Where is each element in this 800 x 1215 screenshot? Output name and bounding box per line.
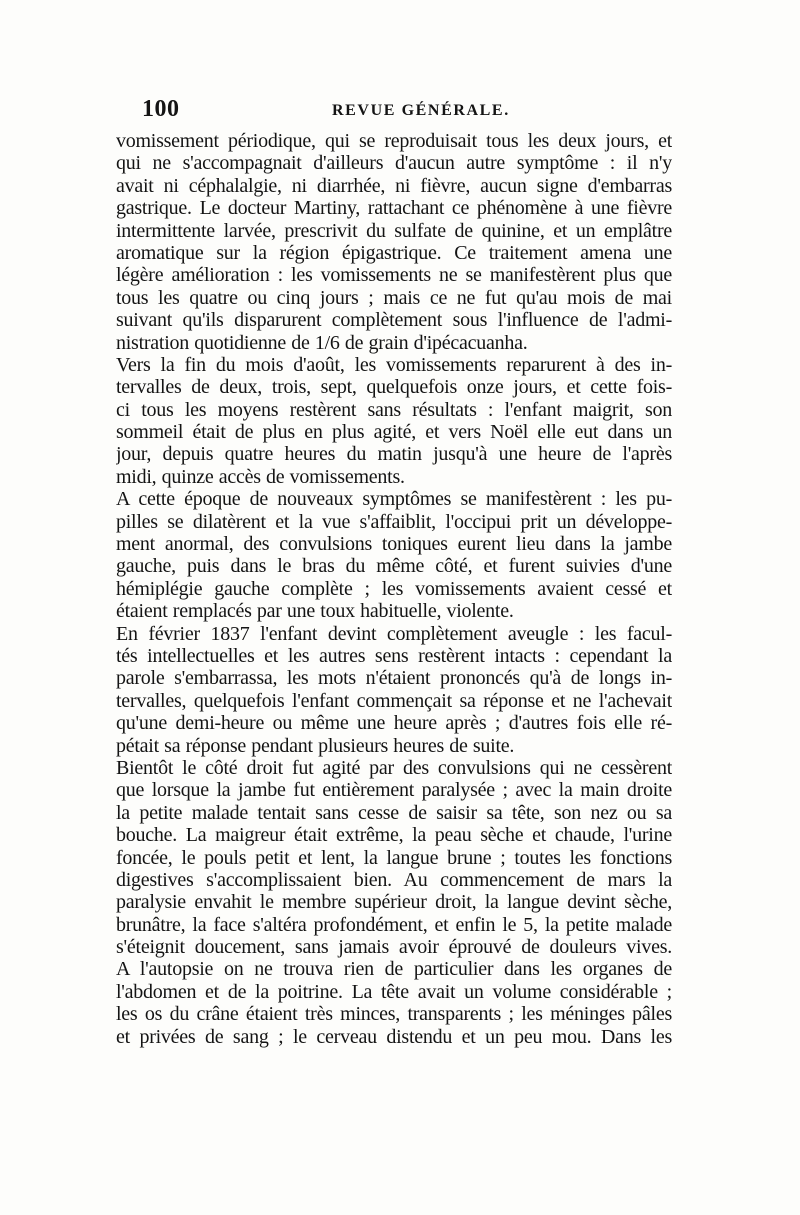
text-line: vomissement périodique, qui se reproduisait tous les deux jours, et [116,130,672,152]
text-line: intermittente larvée, prescrivit du sulfate de quinine, et un emplâtre [116,219,672,242]
text-line: pétait sa réponse pendant plusieurs heures de suite. [116,734,515,757]
text-line: midi, quinze accès de vomissements. [116,465,405,488]
text-line: légère amélioration : les vomissements ne se manifestèrent plus que [116,264,672,287]
text-line: nistration quotidienne de 1/6 de grain d'ipécacuanha. [116,331,528,354]
text-line: l'abdomen et de la poitrine. La tête avait un volume considérable ; [116,980,672,1003]
running-title: REVUE GÉNÉRALE. [332,102,510,119]
text-line: tervalles, quelquefois l'enfant commençait sa réponse et ne l'achevait [116,689,672,712]
text-line: sommeil était de plus en plus agité, et vers Noël elle eut dans un [116,421,672,444]
text-line: ment anormal, des convulsions toniques eurent lieu dans la jambe [116,533,672,556]
text-line: digestives s'accomplissaient bien. Au commencement de mars la [116,868,672,891]
text-line: la petite malade tentait sans cesse de saisir sa tête, son nez ou sa [116,801,672,824]
running-head [142,96,668,126]
text-line: bouche. La maigreur était extrême, la peau sèche et chaude, l'urine [116,824,672,847]
text-line: tous les quatre ou cinq jours ; mais ce ne fut qu'au mois de mai [116,286,672,309]
text-line: les os du crâne étaient très minces, transparents ; les méninges pâles [116,1003,672,1026]
text-line: parole s'embarrassa, les mots n'étaient prononcés qu'à de longs in- [116,667,672,690]
text-line: suivant qu'ils disparurent complètement sous l'influence de l'admi- [116,309,672,332]
text-line: que lorsque la jambe fut entièrement paralysée ; avec la main droite [116,779,672,802]
text-line: qu'une demi-heure ou même une heure après ; d'autres fois elle ré- [116,712,672,735]
body-text [116,130,672,1048]
text-line: paralysie envahit le membre supérieur droit, la langue devint sèche, [116,891,672,914]
text-line: jour, depuis quatre heures du matin jusqu'à une heure de l'après [116,443,672,466]
text-line: tervalles de deux, trois, sept, quelquefois onze jours, et cette fois- [116,376,672,399]
text-line: brunâtre, la face s'altéra profondément, et enfin le 5, la petite malade [116,913,672,936]
text-line: s'éteignit doucement, sans jamais avoir éprouvé de douleurs vives. [116,936,672,959]
text-line: hémiplégie gauche complète ; les vomissements avaient cessé et [116,577,672,600]
text-line: ci tous les moyens restèrent sans résultats : l'enfant maigrit, son [116,398,672,421]
text-line: avait ni céphalalgie, ni diarrhée, ni fièvre, aucun signe d'embarras [116,174,672,197]
text-line: gauche, puis dans le bras du même côté, et furent suivies d'une [116,555,672,578]
text-line: En février 1837 l'enfant devint complètement aveugle : les facul- [116,622,672,645]
text-line: étaient remplacés par une toux habituelle, violente. [116,600,514,623]
page-number: 100 [142,96,180,122]
text-line: qui ne s'accompagnait d'ailleurs d'aucun autre symptôme : il n'y [116,152,672,175]
text-line: A l'autopsie on ne trouva rien de particulier dans les organes de [116,958,672,981]
text-line: aromatique sur la région épigastrique. Ce traitement amena une [116,241,672,264]
text-line: foncée, le pouls petit et lent, la langue brune ; toutes les fonctions [116,846,672,869]
text-line: tés intellectuelles et les autres sens restèrent intacts : cependant la [116,644,672,667]
text-line: gastrique. Le docteur Martiny, rattachant ce phénomène à une fièvre [116,197,672,220]
text-line: et privées de sang ; le cerveau distendu et un peu mou. Dans les [116,1025,672,1048]
text-line: Bientôt le côté droit fut agité par des convulsions qui ne cessèrent [116,756,672,779]
text-line: A cette époque de nouveaux symptômes se manifestèrent : les pu- [116,488,672,511]
text-line: Vers la fin du mois d'août, les vomissements reparurent à des in- [116,353,672,376]
text-line: pilles se dilatèrent et la vue s'affaiblit, l'occipui prit un développe- [116,510,672,533]
